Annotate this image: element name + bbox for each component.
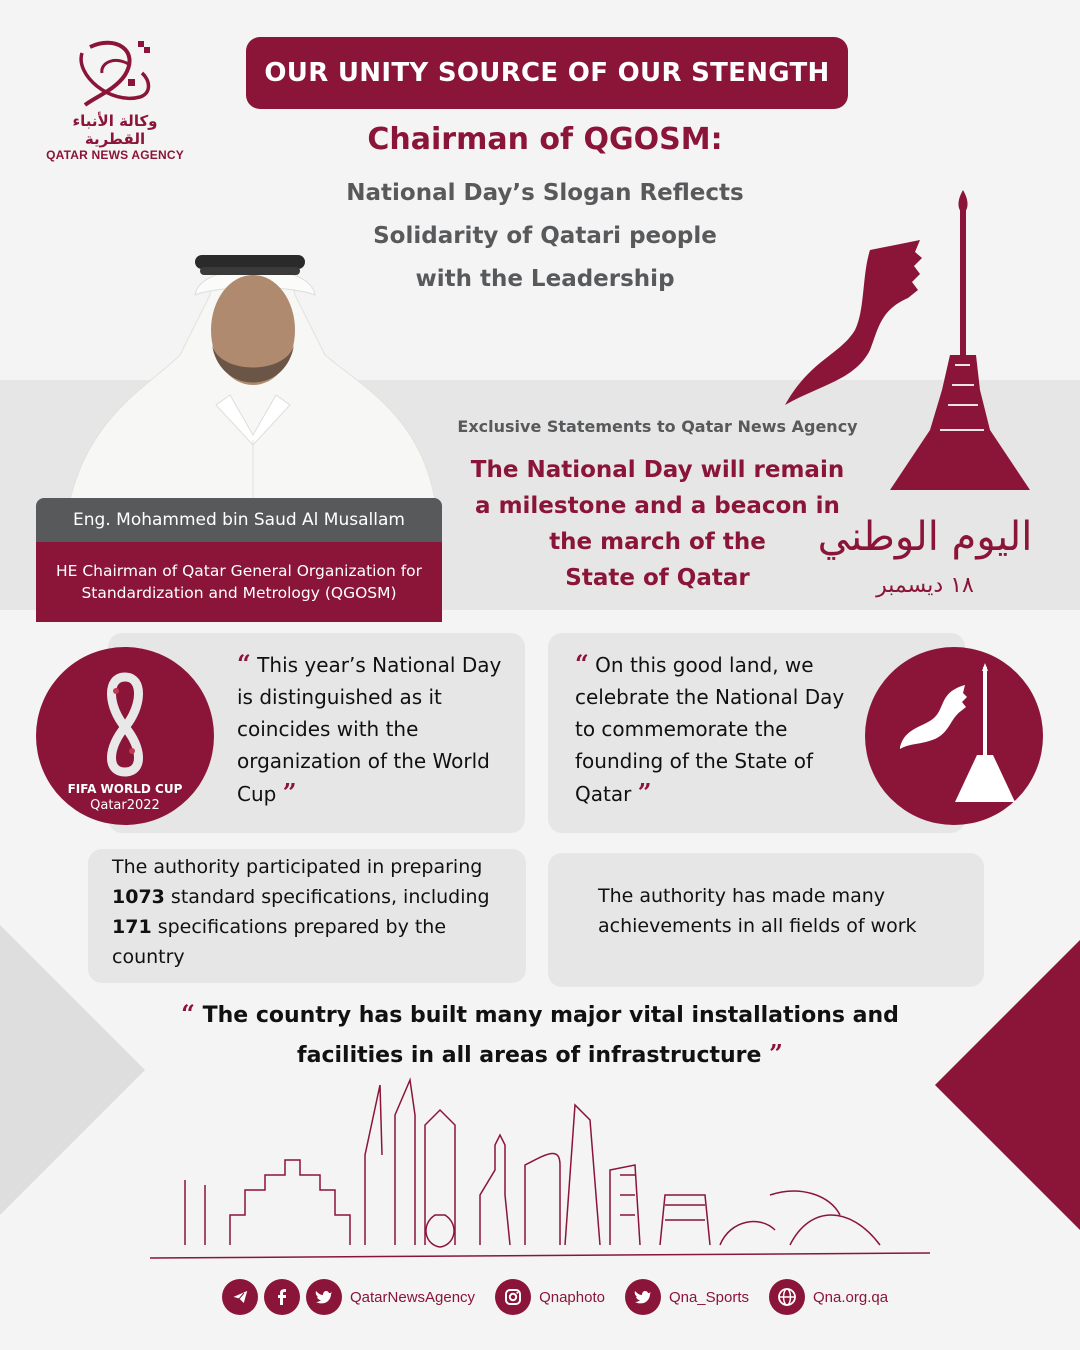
fact-text: specifications prepared by the country <box>112 916 447 968</box>
emblem-arabic-date: ١٨ ديسمبر <box>876 573 974 598</box>
chairman-portrait <box>60 235 440 500</box>
slogan-banner <box>246 37 848 109</box>
handle-qnaphoto[interactable]: Qnaphoto <box>539 1288 605 1306</box>
statement-label: Exclusive Statements to Qatar News Agency <box>457 417 858 436</box>
social-footer <box>222 1279 902 1315</box>
logo-english-text: QATAR NEWS AGENCY <box>46 148 184 162</box>
fact-specifications <box>112 852 522 972</box>
close-quote-mark: ” <box>769 1039 783 1068</box>
open-quote-mark: “ <box>575 649 589 678</box>
instagram-icon[interactable] <box>495 1279 531 1315</box>
statement-line: the march of the <box>549 529 766 555</box>
fact-text: The authority participated in preparing <box>112 856 483 878</box>
open-quote-mark: “ <box>237 649 251 678</box>
fact-achievements: The authority has made many achievements in all fields of work <box>598 885 917 937</box>
facebook-icon[interactable] <box>264 1279 300 1315</box>
fifa-caption-year: Qatar2022 <box>90 798 160 813</box>
doha-skyline-illustration <box>150 1075 930 1265</box>
twitter-icon[interactable] <box>625 1279 661 1315</box>
spec-count-total: 1073 <box>112 886 165 908</box>
quote-text: On this good land, we celebrate the National Day to commemorate the founding of the State of Qatar <box>575 653 845 806</box>
telegram-icon[interactable] <box>222 1279 258 1315</box>
statement-line: The National Day will remain <box>470 457 845 483</box>
subtitle-line: National Day’s Slogan Reflects <box>346 180 744 206</box>
person-name: Eng. Mohammed bin Saud Al Musallam <box>73 510 405 530</box>
globe-icon[interactable] <box>769 1279 805 1315</box>
handle-website[interactable]: Qna.org.qa <box>813 1288 889 1306</box>
subtitle-line: with the Leadership <box>415 266 675 292</box>
subtitle-line: Solidarity of Qatari people <box>373 223 717 249</box>
close-quote-mark: ” <box>282 778 297 807</box>
handle-qatarnewsagency[interactable]: QatarNewsAgency <box>350 1288 476 1306</box>
slogan-text: OUR UNITY SOURCE OF OUR STENGTH <box>264 58 830 88</box>
twitter-icon[interactable] <box>306 1279 342 1315</box>
qna-logo <box>40 35 190 162</box>
page-title: Chairman of QGOSM: <box>367 122 723 157</box>
logo-arabic-text: وكالة الأنباء القطرية <box>72 112 158 148</box>
fifa-world-cup-logo-circle <box>36 647 214 825</box>
national-day-emblem-circle <box>865 647 1043 825</box>
national-day-emblem <box>780 190 1070 610</box>
statement-line: a milestone and a beacon in <box>475 493 840 519</box>
quote-world-cup <box>237 648 517 810</box>
quote-text: This year’s National Day is distinguished as it coincides with the organization of the World Cup <box>237 653 502 806</box>
quote-national-day <box>575 648 865 810</box>
fact-text: standard specifications, including <box>164 886 490 908</box>
close-quote-mark: ” <box>637 778 652 807</box>
fifa-caption: FIFA WORLD CUP <box>67 782 183 796</box>
closing-quote <box>140 995 940 1075</box>
person-name-box <box>36 498 442 542</box>
open-quote-mark: “ <box>181 999 195 1028</box>
person-title-box <box>36 542 442 622</box>
qna-orbit-icon <box>70 35 160 110</box>
person-title: HE Chairman of Qatar General Organization for Standardization and Metrology (QGOSM) <box>55 562 423 602</box>
fifa-world-cup-icon <box>36 647 214 825</box>
closing-quote-text: The country has built many major vital installations and facilities in all areas of infrastructure <box>202 1003 899 1068</box>
flag-emblem-icon <box>865 647 1043 825</box>
statement-line: State of Qatar <box>565 565 750 591</box>
spec-count-country: 171 <box>112 916 152 938</box>
handle-qna-sports[interactable]: Qna_Sports <box>668 1288 749 1306</box>
emblem-arabic-title: اليوم الوطني <box>817 514 1033 560</box>
